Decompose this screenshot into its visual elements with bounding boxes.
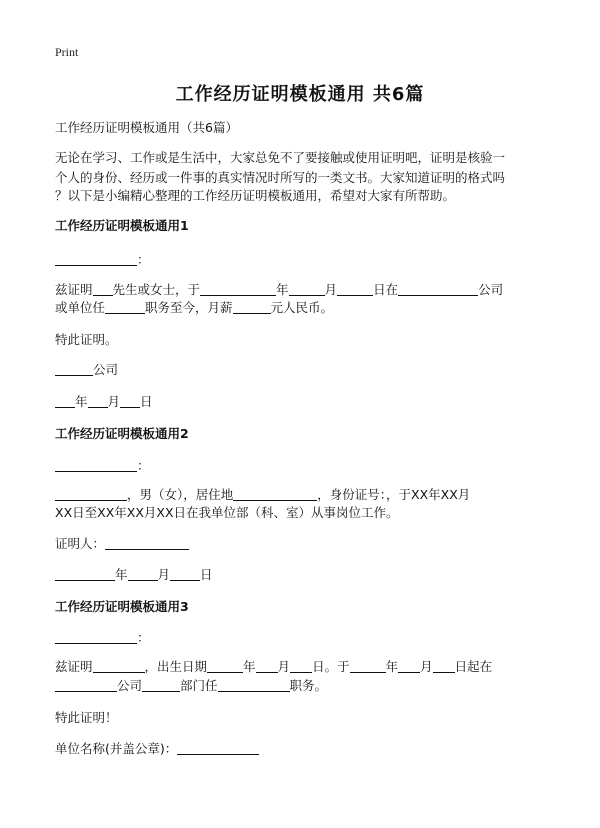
blank-field [256, 658, 278, 673]
template3-certify: 特此证明！ [55, 710, 118, 725]
document-subtitle: 工作经历证明模板通用（共6篇） [55, 120, 238, 135]
intro-line-1: 无论在学习、工作或是生活中，大家总免不了要接触或使用证明吧，证明是核验一 [55, 150, 506, 165]
template1-certify: 特此证明。 [55, 332, 118, 347]
blank-field [433, 658, 455, 673]
intro-line-2: 个人的身份、经历或一件事的真实情况时所写的一类文书。大家知道证明的格式吗 [55, 170, 506, 185]
template2-paragraph-line1: ，男（女），居住地 ，身份证号：，于XX年XX月 [55, 485, 555, 505]
blank-field [128, 566, 158, 581]
template3-addressee: ： [55, 628, 555, 648]
blank-field [55, 677, 117, 692]
blank-field [55, 566, 115, 581]
template2-addressee: ： [55, 456, 555, 476]
blank-field [218, 677, 290, 692]
template1-company: 公司 [55, 360, 555, 380]
blank-field [93, 658, 145, 673]
blank-field [290, 658, 312, 673]
blank-field [93, 281, 113, 296]
intro-line-3: ？以下是小编精心整理的工作经历证明模板通用，希望对大家有所帮助。 [55, 188, 456, 203]
blank-field [55, 393, 75, 408]
blank-field [55, 486, 127, 501]
blank-field [337, 281, 373, 296]
template1-paragraph-line1: 兹证明 先生或女士，于 年 月 日在 公司 [55, 282, 504, 297]
blank-field [207, 658, 243, 673]
template2-heading: 工作经历证明模板通用2 [55, 426, 189, 441]
template1-paragraph-line2: 或单位任 职务至今，月薪 元人民币。 [55, 300, 334, 315]
blank-field [233, 486, 317, 501]
blank-field [200, 281, 276, 296]
template1-date: 年 月 日 [55, 392, 555, 412]
blank-field [55, 251, 137, 266]
blank-field [55, 457, 137, 472]
blank-field [120, 393, 140, 408]
blank-field [55, 629, 137, 644]
template3-unit-name: 单位名称(并盖公章)： [55, 739, 555, 759]
blank-field [88, 393, 108, 408]
template1-heading: 工作经历证明模板通用1 [55, 218, 189, 233]
template2-date: 年 月 日 [55, 565, 555, 585]
blank-field [142, 677, 180, 692]
blank-field [398, 281, 478, 296]
template3-paragraph-line1: 兹证明 ，出生日期 年 月 日。于 年 月 日起在 [55, 659, 493, 674]
blank-field [105, 299, 145, 314]
template2-witness: 证明人： [55, 534, 555, 554]
blank-field [233, 299, 271, 314]
blank-field [177, 740, 259, 755]
template1-addressee: ： [55, 250, 555, 270]
blank-field [398, 658, 420, 673]
template3-paragraph-line2: 公司 部门任 职务。 [55, 676, 555, 696]
blank-field [350, 658, 386, 673]
print-link[interactable]: Print [55, 45, 79, 59]
document-title: 工作经历证明模板通用 共6篇 [175, 84, 425, 105]
template2-paragraph-line2: XX日至XX年XX月XX日在我单位部（科、室）从事岗位工作。 [55, 505, 399, 520]
blank-field [170, 566, 200, 581]
blank-field [55, 361, 93, 376]
blank-field [105, 535, 189, 550]
template3-heading: 工作经历证明模板通用3 [55, 599, 189, 614]
blank-field [289, 281, 325, 296]
